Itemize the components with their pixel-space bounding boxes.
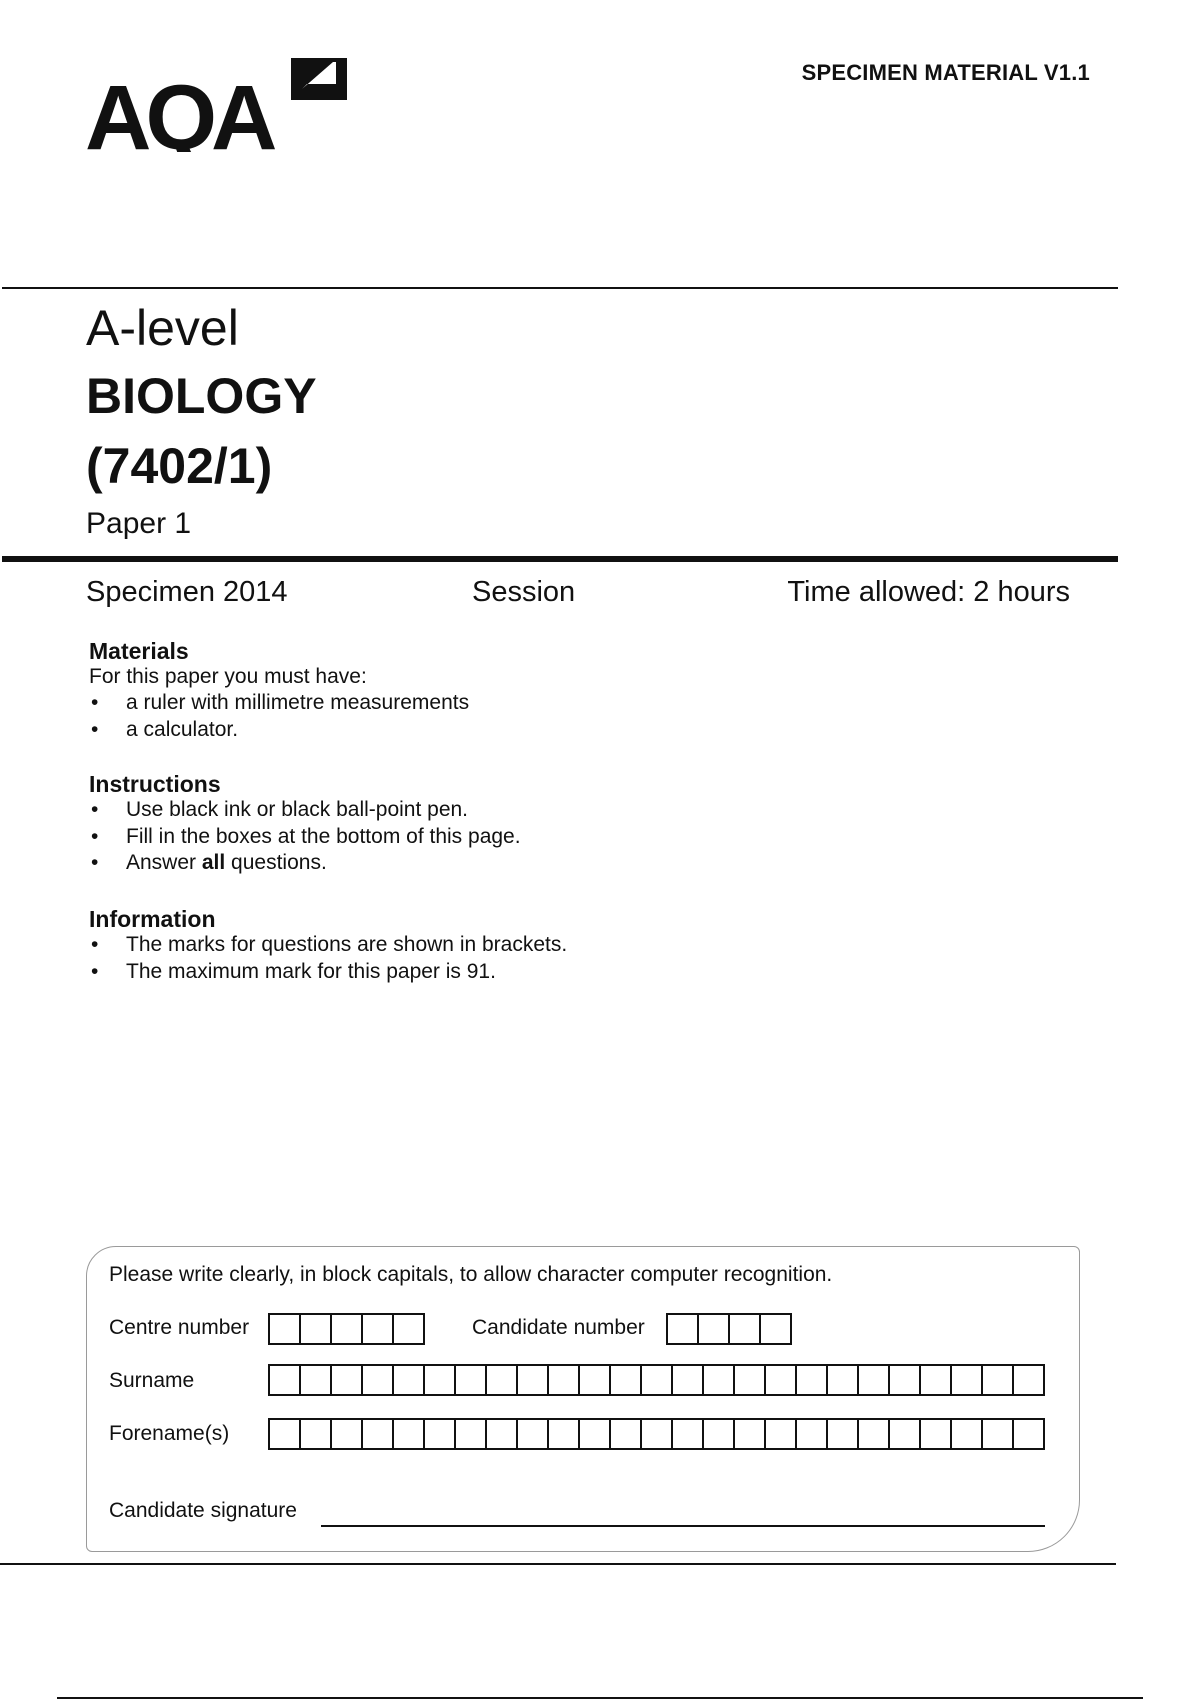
time-allowed: Time allowed: 2 hours (787, 576, 1070, 608)
character-cell[interactable] (859, 1418, 890, 1450)
character-cell[interactable] (859, 1364, 890, 1396)
character-cell[interactable] (332, 1418, 363, 1450)
character-cell[interactable] (1014, 1418, 1045, 1450)
materials-item: • a calculator. (89, 717, 469, 744)
aqa-logo-mark (85, 56, 350, 152)
surname-label: Surname (109, 1369, 195, 1392)
footer-rule (57, 1697, 1143, 1699)
character-cell[interactable] (270, 1313, 301, 1345)
candidate-signature-label: Candidate signature (109, 1499, 297, 1522)
character-cell[interactable] (983, 1418, 1014, 1450)
aqa-logo-text: AQA (85, 67, 272, 152)
character-cell[interactable] (487, 1418, 518, 1450)
character-cell[interactable] (549, 1364, 580, 1396)
character-cell[interactable] (1014, 1364, 1045, 1396)
materials-heading: Materials (89, 638, 189, 664)
divider-top (2, 287, 1118, 289)
character-cell[interactable] (704, 1364, 735, 1396)
divider-thick (2, 556, 1118, 562)
aqa-logo-flag-icon (291, 58, 347, 100)
information-list (89, 932, 567, 985)
character-cell[interactable] (518, 1418, 549, 1450)
character-cell[interactable] (890, 1364, 921, 1396)
character-cell[interactable] (363, 1364, 394, 1396)
session-label: Session (472, 576, 576, 608)
specimen-material-tag: SPECIMEN MATERIAL V1.1 (801, 60, 1090, 85)
centre-number-field[interactable] (268, 1313, 425, 1345)
character-cell[interactable] (549, 1418, 580, 1450)
character-cell[interactable] (735, 1364, 766, 1396)
answer-emphasis: all (201, 851, 226, 874)
forename-field[interactable] (268, 1418, 1045, 1450)
instructions-item-answer (89, 850, 521, 877)
instructions-item: • Fill in the boxes at the bottom of this page. (89, 824, 521, 851)
surname-field[interactable] (268, 1364, 1045, 1396)
character-cell[interactable] (332, 1313, 363, 1345)
qualification-level: A-level (86, 300, 239, 356)
block-capitals-instruction: Please write clearly, in block capitals, to allow character computer recognition. (109, 1263, 833, 1286)
forename-label: Forename(s) (109, 1422, 230, 1445)
character-cell[interactable] (332, 1364, 363, 1396)
character-cell[interactable] (301, 1418, 332, 1450)
paper-code: (7402/1) (86, 438, 273, 494)
character-cell[interactable] (704, 1418, 735, 1450)
character-cell[interactable] (394, 1313, 425, 1345)
character-cell[interactable] (761, 1313, 792, 1345)
character-cell[interactable] (797, 1418, 828, 1450)
character-cell[interactable] (518, 1364, 549, 1396)
character-cell[interactable] (921, 1418, 952, 1450)
character-cell[interactable] (580, 1418, 611, 1450)
specimen-year: Specimen 2014 (86, 576, 288, 608)
character-cell[interactable] (642, 1418, 673, 1450)
character-cell[interactable] (766, 1418, 797, 1450)
aqa-logo (85, 56, 350, 152)
character-cell[interactable] (921, 1364, 952, 1396)
character-cell[interactable] (580, 1364, 611, 1396)
character-cell[interactable] (673, 1418, 704, 1450)
character-cell[interactable] (730, 1313, 761, 1345)
character-cell[interactable] (797, 1364, 828, 1396)
character-cell[interactable] (425, 1364, 456, 1396)
character-cell[interactable] (363, 1313, 394, 1345)
character-cell[interactable] (394, 1364, 425, 1396)
candidate-number-field[interactable] (666, 1313, 792, 1345)
candidate-number-label: Candidate number (472, 1316, 645, 1339)
character-cell[interactable] (699, 1313, 730, 1345)
centre-number-label: Centre number (109, 1316, 250, 1339)
character-cell[interactable] (952, 1364, 983, 1396)
character-cell[interactable] (456, 1364, 487, 1396)
information-item: • The marks for questions are shown in brackets. (89, 932, 567, 959)
materials-item: • a ruler with millimetre measurements (89, 690, 469, 717)
character-cell[interactable] (363, 1418, 394, 1450)
character-cell[interactable] (456, 1418, 487, 1450)
character-cell[interactable] (301, 1313, 332, 1345)
character-cell[interactable] (766, 1364, 797, 1396)
character-cell[interactable] (611, 1364, 642, 1396)
character-cell[interactable] (673, 1364, 704, 1396)
character-cell[interactable] (952, 1418, 983, 1450)
materials-intro: For this paper you must have: (89, 665, 367, 688)
answer-prefix: Answer (126, 851, 202, 874)
character-cell[interactable] (301, 1364, 332, 1396)
character-cell[interactable] (983, 1364, 1014, 1396)
character-cell[interactable] (270, 1418, 301, 1450)
paper-number: Paper 1 (86, 507, 192, 540)
character-cell[interactable] (487, 1364, 518, 1396)
character-cell[interactable] (394, 1418, 425, 1450)
information-item: • The maximum mark for this paper is 91. (89, 959, 567, 986)
character-cell[interactable] (890, 1418, 921, 1450)
information-heading: Information (89, 906, 216, 932)
character-cell[interactable] (735, 1418, 766, 1450)
character-cell[interactable] (668, 1313, 699, 1345)
candidate-signature-line[interactable] (321, 1525, 1045, 1527)
instructions-heading: Instructions (89, 771, 221, 797)
instructions-item: • Use black ink or black ball-point pen. (89, 797, 521, 824)
answer-suffix: questions. (225, 851, 327, 874)
character-cell[interactable] (270, 1364, 301, 1396)
instructions-list (89, 797, 521, 877)
materials-list (89, 690, 469, 743)
character-cell[interactable] (642, 1364, 673, 1396)
divider-bottom (0, 1563, 1116, 1565)
character-cell[interactable] (611, 1418, 642, 1450)
subject-title: BIOLOGY (86, 368, 317, 424)
character-cell[interactable] (828, 1364, 859, 1396)
character-cell[interactable] (828, 1418, 859, 1450)
character-cell[interactable] (425, 1418, 456, 1450)
